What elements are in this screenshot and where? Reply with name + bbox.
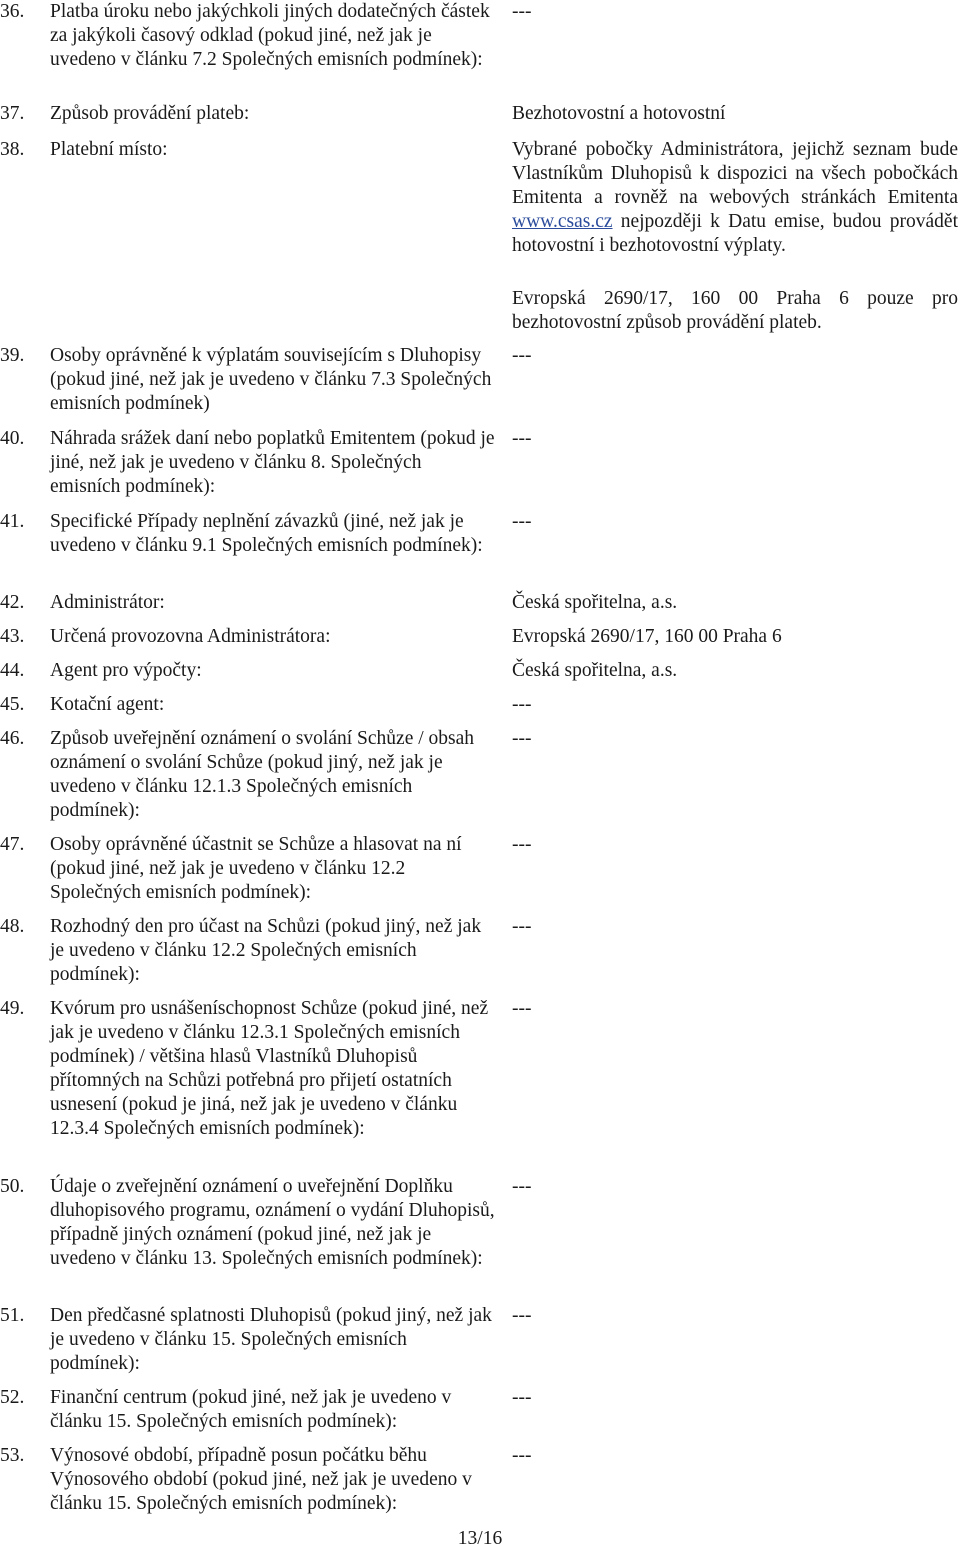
item-value: --- xyxy=(512,916,532,937)
item-number: 49. xyxy=(0,998,25,1019)
item-number: 41. xyxy=(0,511,25,532)
item-label: Den předčasné splatnosti Dluhopisů (pokud jiný, než jak je uvedeno v článku 15. Společných emisních podmínek): xyxy=(50,1305,492,1374)
item-value: --- xyxy=(512,728,532,749)
item-value: --- xyxy=(512,834,532,855)
item-label: Administrátor: xyxy=(50,592,165,613)
item-number: 46. xyxy=(0,728,25,749)
item-value: --- xyxy=(512,1387,532,1408)
item-label: Údaje o zveřejnění oznámení o uveřejnění Doplňku dluhopisového programu, oznámení o vydání Dluhopisů, případně jiných oznámení (pokud jiné, než jak je uvedeno v článku 13. Společných emisních podmínek): xyxy=(50,1176,495,1269)
item-label: Rozhodný den pro účast na Schůzi (pokud jiný, než jak je uvedeno v článku 12.2 Společných emisních podmínek): xyxy=(50,916,482,985)
page-number: 13/16 xyxy=(457,1528,503,1549)
item-number: 52. xyxy=(0,1387,25,1408)
value-text: Vybrané pobočky Administrátora, jejichž seznam bude Vlastníkům Dluhopisů k dispozici na všech pobočkách Emitenta a rovněž na webových stránkách Emitenta xyxy=(512,139,958,208)
item-label: Osoby oprávněné účastnit se Schůze a hlasovat na ní (pokud jiné, než jak je uvedeno v článku 12.2 Společných emisních podmínek): xyxy=(50,834,462,903)
item-label: Způsob uveřejnění oznámení o svolání Schůze / obsah oznámení o svolání Schůze (pokud jiný, než jak je uvedeno v článku 12.1.3 Společných emisních podmínek): xyxy=(50,728,475,821)
item-number: 40. xyxy=(0,428,25,449)
website-link[interactable]: www.csas.cz xyxy=(512,211,613,232)
item-number: 50. xyxy=(0,1176,25,1197)
item-number: 42. xyxy=(0,592,25,613)
item-value: --- xyxy=(512,998,532,1019)
item-value: --- xyxy=(512,1176,532,1197)
item-number: 51. xyxy=(0,1305,25,1326)
item-value: --- xyxy=(512,1445,532,1466)
item-number: 43. xyxy=(0,626,25,647)
item-number: 37. xyxy=(0,103,25,124)
item-label: Osoby oprávněné k výplatám souvisejícím s Dluhopisy (pokud jiné, než jak je uvedeno v článku 7.3 Společných emisních podmínek) xyxy=(50,345,492,414)
item-label: Výnosové období, případně posun počátku běhu Výnosového období (pokud jiné, než jak je uvedeno v článku 15. Společných emisních podmínek): xyxy=(50,1445,472,1514)
item-value: --- xyxy=(512,1,532,22)
item-value xyxy=(512,138,958,258)
item-value: Evropská 2690/17, 160 00 Praha 6 xyxy=(512,626,782,647)
item-label: Kvórum pro usnášeníschopnost Schůze (pokud jiné, než jak je uvedeno v článku 12.3.1 Společných emisních podmínek) / většina hlasů Vlastníků Dluhopisů přítomných na Schůzi potřebná pro přijetí ostatních usnesení (pokud je jiná, než jak je uvedeno v článku 12.3.4 Společných emisních podmínek): xyxy=(50,998,489,1139)
item-value: --- xyxy=(512,511,532,532)
item-value: --- xyxy=(512,428,532,449)
item-number: 36. xyxy=(0,1,25,22)
item-value: --- xyxy=(512,1305,532,1326)
value-text: nejpozději k Datu emise, budou provádět hotovostní i bezhotovostní výplaty. xyxy=(512,211,958,256)
item-value: --- xyxy=(512,694,532,715)
item-label: Způsob provádění plateb: xyxy=(50,103,250,124)
item-number: 53. xyxy=(0,1445,25,1466)
item-number: 48. xyxy=(0,916,25,937)
item-number: 39. xyxy=(0,345,25,366)
item-label: Náhrada srážek daní nebo poplatků Emitentem (pokud je jiné, než jak je uvedeno v článku 8. Společných emisních podmínek): xyxy=(50,428,495,497)
item-number: 44. xyxy=(0,660,25,681)
item-number: 47. xyxy=(0,834,25,855)
item-label: Specifické Případy neplnění závazků (jiné, než jak je uvedeno v článku 9.1 Společných emisních podmínek): xyxy=(50,511,483,556)
item-label: Agent pro výpočty: xyxy=(50,660,202,681)
item-value: Česká spořitelna, a.s. xyxy=(512,660,678,681)
item-label: Platební místo: xyxy=(50,139,168,160)
item-value: Česká spořitelna, a.s. xyxy=(512,592,678,613)
item-label: Určená provozovna Administrátora: xyxy=(50,626,331,647)
item-number: 38. xyxy=(0,139,25,160)
item-value-secondary: Evropská 2690/17, 160 00 Praha 6 pouze pro bezhotovostní způsob provádění plateb. xyxy=(512,288,958,333)
item-label: Finanční centrum (pokud jiné, než jak je uvedeno v článku 15. Společných emisních podmínek): xyxy=(50,1387,452,1432)
item-label: Platba úroku nebo jakýchkoli jiných dodatečných částek za jakýkoli časový odklad (pokud jiné, než jak je uvedeno v článku 7.2 Společných emisních podmínek): xyxy=(50,1,490,70)
item-number: 45. xyxy=(0,694,25,715)
item-label: Kotační agent: xyxy=(50,694,165,715)
item-value: Bezhotovostní a hotovostní xyxy=(512,103,726,124)
item-value: --- xyxy=(512,345,532,366)
